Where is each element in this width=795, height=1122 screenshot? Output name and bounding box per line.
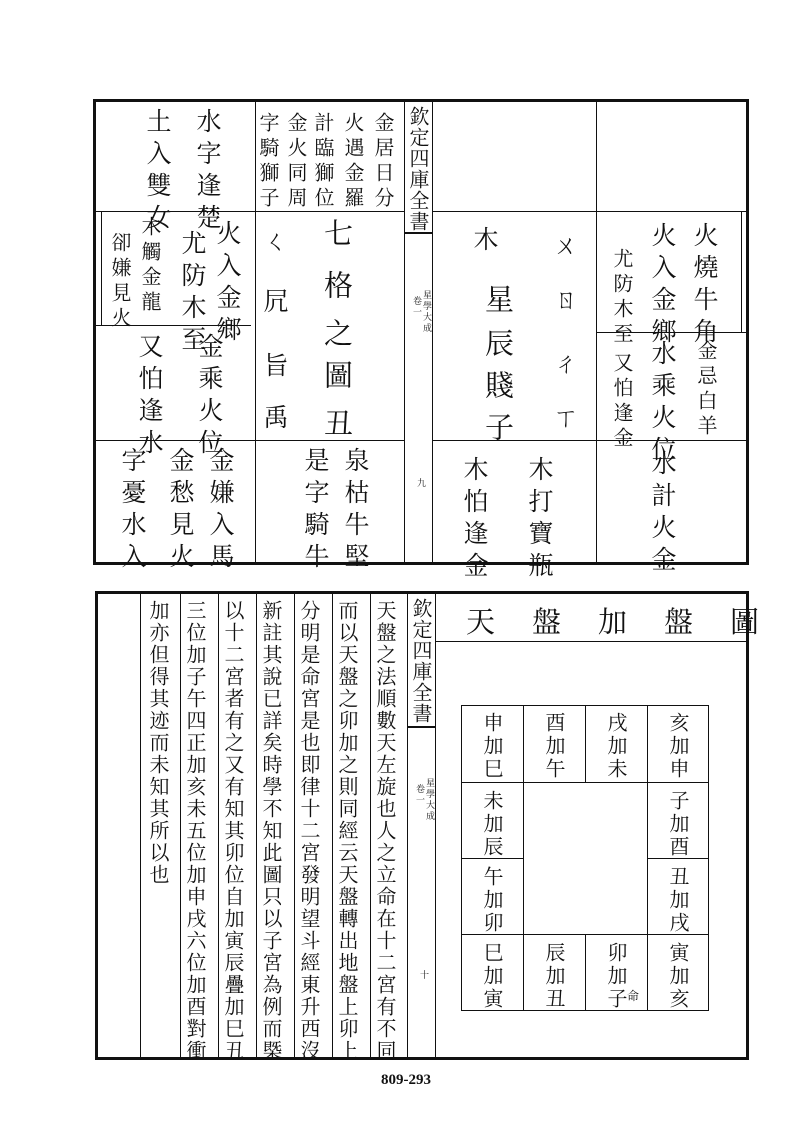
diagram-glyph: 賤 <box>481 370 515 404</box>
bottom-strip-rule <box>407 726 435 728</box>
top-right-vrule-1 <box>596 100 597 564</box>
text-rule <box>140 592 141 1059</box>
top-strip-volume: 卷一 <box>411 296 421 318</box>
diagram-title: 格 <box>320 270 354 304</box>
text-col: 計臨獅位 <box>311 112 335 212</box>
text-col: 泉枯牛堅 <box>341 447 370 575</box>
grid-cell-text: 午加卯 <box>480 866 504 935</box>
bottom-strip-volume: 卷一 <box>414 784 424 806</box>
text-col: 木觸金龍 <box>138 216 162 316</box>
bottom-strip-left-rule <box>407 592 408 1059</box>
text-col: 又怕逢水 <box>135 333 164 461</box>
text-col: 木打寶瓶 <box>525 456 554 584</box>
text-col: 尤防木至 <box>178 230 207 358</box>
grid-cell-text: 卯加子 <box>604 942 628 1011</box>
diagram-side-glyph: ㄑ <box>260 228 289 260</box>
chart-heading: 天 盤 加 盤 圖 <box>466 605 764 639</box>
diagram-glyph: 辰 <box>481 328 515 362</box>
text-col: 金愁見火 <box>166 447 195 575</box>
text-column: 以十二宮者有之又有知其卯位自加寅辰疊加巳丑 <box>221 600 245 1062</box>
top-strip-page: 九 <box>415 478 425 489</box>
grid-cell-text: 子加酉 <box>666 790 690 859</box>
diagram-glyph: 木 <box>470 226 499 258</box>
text-col: 金居日分 <box>371 112 395 212</box>
text-rule <box>370 592 371 1059</box>
text-column: 而以天盤之卯加之則同經云天盤轉出地盤上卯上 <box>335 600 359 1062</box>
diagram-side-glyph: 禹 <box>260 404 289 436</box>
text-col: 火燒牛角 <box>690 222 719 350</box>
grid-cell-text: 亥加申 <box>666 712 690 781</box>
top-strip-title: 欽定四庫全書 <box>406 106 430 232</box>
text-column: 分明是命宮是也即律十二宮發明望斗經東升西沒 <box>297 600 321 1062</box>
text-rule <box>180 592 181 1059</box>
diagram-glyph: 子 <box>481 412 515 446</box>
text-col: 水計火金 <box>648 450 677 578</box>
diagram-glyph: 星 <box>481 284 515 318</box>
heading-rule <box>435 641 746 642</box>
top-strip-right-rule <box>432 100 433 564</box>
bottom-strip-title: 欽定四庫全書 <box>409 598 433 724</box>
text-col: 火遇金羅 <box>341 112 365 212</box>
text-col: 金忌白羊 <box>694 340 718 440</box>
diagram-glyph: ㄖ <box>550 286 579 318</box>
grid-cell-text: 未加辰 <box>480 790 504 859</box>
diagram-top-glyph: 七 <box>320 218 354 252</box>
top-right-rule-1 <box>432 211 746 212</box>
diagram-glyph: ㄨ <box>550 232 579 264</box>
text-col: 字騎獅子 <box>256 112 280 212</box>
text-rule <box>256 592 257 1059</box>
grid-rule <box>585 705 586 782</box>
text-col: 水乘火位 <box>648 340 677 468</box>
grid-cell-text: 丑加戌 <box>666 866 690 935</box>
top-right-rule-3 <box>432 440 746 441</box>
grid-rule <box>585 934 586 1011</box>
text-col: 土入雙女 <box>143 108 172 236</box>
top-left-vrule-2 <box>101 211 102 325</box>
grid-cell-text: 戌加未 <box>604 712 628 781</box>
text-rule <box>332 592 333 1059</box>
grid-rule <box>523 705 524 1011</box>
diagram-caption: 之 <box>320 318 354 352</box>
text-column: 天盤之法順數天左旋也人之立命在十二宮有不同 <box>373 600 397 1062</box>
diagram-caption: 圖 <box>320 360 354 394</box>
top-right-vrule-2 <box>741 211 742 332</box>
page-number: 809-293 <box>381 1072 431 1088</box>
grid-rule <box>647 705 648 1011</box>
bottom-strip-right-rule <box>435 592 436 1059</box>
text-rule <box>218 592 219 1059</box>
text-col: 金嫌入馬 <box>206 447 235 575</box>
grid-cell-text: 申加巳 <box>480 712 504 781</box>
grid-cell-text: 辰加丑 <box>542 942 566 1011</box>
text-col: 金乘火位 <box>195 333 224 461</box>
bottom-strip-page: 十 <box>418 970 428 981</box>
text-col: 火入金鄉 <box>648 222 677 350</box>
top-strip-rule <box>404 232 432 234</box>
text-col: 是字騎牛 <box>301 447 330 575</box>
text-col: 水字逢楚 <box>193 108 222 236</box>
top-strip-book: 星學大成 <box>421 290 431 334</box>
grid-cell-text: 寅加亥 <box>666 942 690 1011</box>
diagram-bottom-glyph: 丑 <box>320 408 354 442</box>
text-col: 木怕逢金 <box>460 456 489 584</box>
text-col: 火入金鄉 <box>213 220 242 348</box>
grid-cell-text: 酉加午 <box>542 712 566 781</box>
diagram-side-glyph: 凥 <box>260 288 289 320</box>
ming-mark: 命 <box>627 989 640 1003</box>
text-col: 卻嫌見火 <box>108 232 132 332</box>
grid-rule <box>461 782 709 783</box>
diagram-glyph: ㄔ <box>550 350 579 382</box>
text-column: 加亦但得其迹而未知其所以也 <box>146 600 170 886</box>
text-col: 尤防木至 <box>610 248 634 348</box>
top-strip-left-rule <box>404 100 405 564</box>
text-column: 新註其說已詳矣時學不知此圖只以子宮為例而槩 <box>259 600 283 1062</box>
text-col: 又怕逢金 <box>610 352 634 452</box>
grid-cell-text: 巳加寅 <box>480 942 504 1011</box>
text-col: 字憂水入 <box>118 447 147 575</box>
diagram-glyph: ㄒ <box>550 404 579 436</box>
bottom-strip-book: 星學大成 <box>424 778 434 822</box>
text-column: 三位加子午四正加亥未五位加申戌六位加酉對衝 <box>183 600 207 1062</box>
text-col: 金火同周 <box>284 112 308 212</box>
text-rule <box>294 592 295 1059</box>
diagram-side-glyph: 旨 <box>260 352 289 384</box>
